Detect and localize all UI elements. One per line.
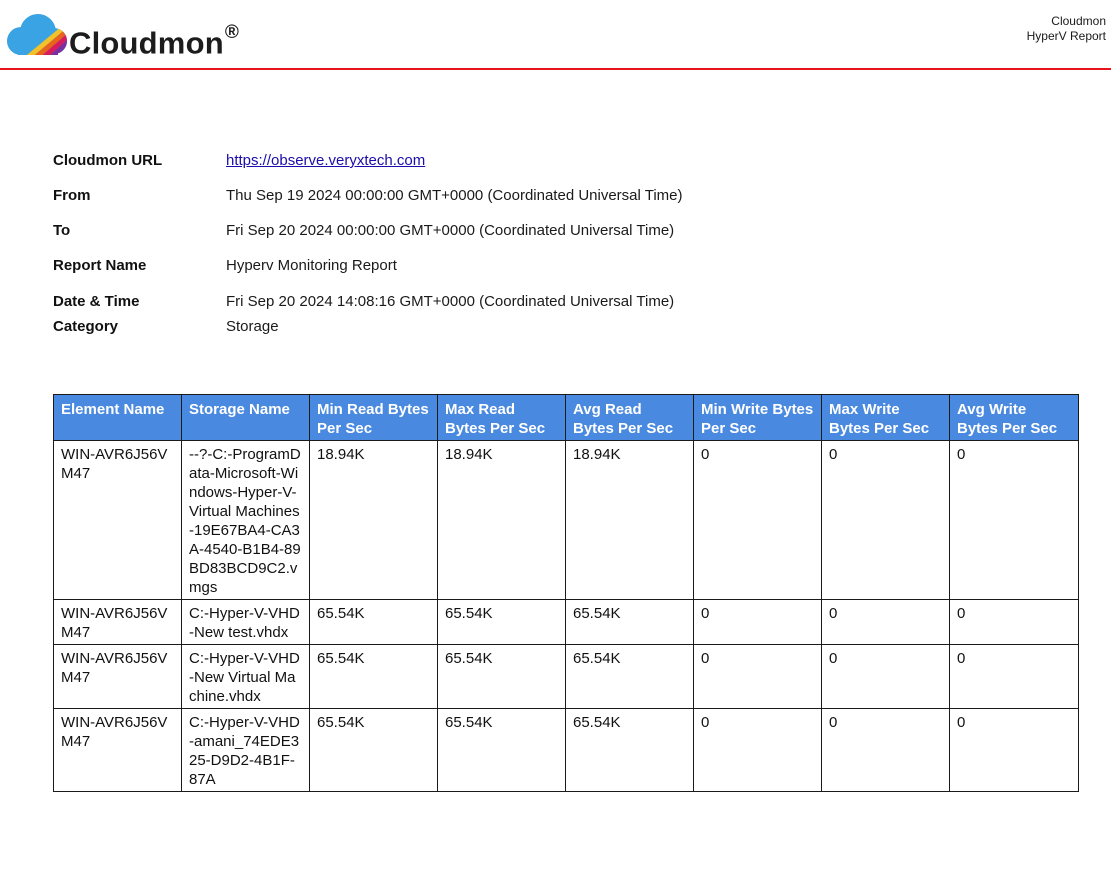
column-header: Min Read Bytes Per Sec <box>310 395 438 441</box>
table-cell: C:-Hyper-V-VHD-amani_74EDE325-D9D2-4B1F-87A <box>182 709 310 792</box>
table-cell: 18.94K <box>438 441 566 600</box>
storage-table-container <box>53 394 1079 792</box>
cloudmon-cloud-logo-icon <box>4 11 68 59</box>
table-cell: 0 <box>694 441 822 600</box>
column-header: Max Write Bytes Per Sec <box>822 395 950 441</box>
table-cell: 0 <box>822 600 950 645</box>
table-cell: C:-Hyper-V-VHD-New Virtual Machine.vhdx <box>182 645 310 709</box>
table-cell: 0 <box>950 600 1079 645</box>
table-cell: C:-Hyper-V-VHD-New test.vhdx <box>182 600 310 645</box>
table-cell: 0 <box>694 645 822 709</box>
table-cell: 65.54K <box>438 645 566 709</box>
table-cell: 0 <box>822 441 950 600</box>
table-cell: 0 <box>822 709 950 792</box>
table-header-row <box>54 395 1079 441</box>
table-cell: 65.54K <box>566 600 694 645</box>
table-cell: 65.54K <box>310 709 438 792</box>
column-header: Avg Read Bytes Per Sec <box>566 395 694 441</box>
table-cell: 0 <box>694 600 822 645</box>
header-divider <box>0 68 1111 70</box>
table-cell: WIN-AVR6J56VM47 <box>54 600 182 645</box>
from-label: From <box>53 187 91 204</box>
brand-name: Cloudmon® <box>69 22 240 61</box>
report-name-value: Hyperv Monitoring Report <box>226 257 397 274</box>
table-cell: --?-C:-ProgramData-Microsoft-Windows-Hyper-V-Virtual Machines-19E67BA4-CA3A-4540-B1B4-89BD83BCD9C2.vmgs <box>182 441 310 600</box>
table-cell: 65.54K <box>566 645 694 709</box>
table-cell: 0 <box>694 709 822 792</box>
table-row <box>54 645 1079 709</box>
column-header: Min Write Bytes Per Sec <box>694 395 822 441</box>
table-cell: 65.54K <box>438 709 566 792</box>
to-value: Fri Sep 20 2024 00:00:00 GMT+0000 (Coordinated Universal Time) <box>226 222 675 239</box>
to-label: To <box>53 222 71 239</box>
table-cell: 0 <box>950 709 1079 792</box>
table-cell: WIN-AVR6J56VM47 <box>54 645 182 709</box>
datetime-value: Fri Sep 20 2024 14:08:16 GMT+0000 (Coordinated Universal Time) <box>226 293 675 310</box>
table-row <box>54 441 1079 600</box>
table-cell: WIN-AVR6J56VM47 <box>54 441 182 600</box>
table-row <box>54 600 1079 645</box>
table-cell: 0 <box>950 441 1079 600</box>
column-header: Element Name <box>54 395 182 441</box>
url-label: Cloudmon URL <box>53 152 163 169</box>
report-header <box>0 0 1111 68</box>
table-cell: 65.54K <box>310 600 438 645</box>
header-report-type: HyperV Report <box>1026 29 1106 43</box>
from-value: Thu Sep 19 2024 00:00:00 GMT+0000 (Coordinated Universal Time) <box>226 187 683 204</box>
table-cell: 18.94K <box>310 441 438 600</box>
table-cell: 0 <box>950 645 1079 709</box>
report-name-label: Report Name <box>53 257 147 274</box>
table-row <box>54 709 1079 792</box>
table-cell: 0 <box>822 645 950 709</box>
table-cell: WIN-AVR6J56VM47 <box>54 709 182 792</box>
category-value: Storage <box>226 318 279 335</box>
column-header: Storage Name <box>182 395 310 441</box>
table-cell: 65.54K <box>566 709 694 792</box>
storage-table <box>53 394 1079 792</box>
header-report-title <box>1027 14 1106 44</box>
table-cell: 65.54K <box>310 645 438 709</box>
table-cell: 18.94K <box>566 441 694 600</box>
column-header: Max Read Bytes Per Sec <box>438 395 566 441</box>
column-header: Avg Write Bytes Per Sec <box>950 395 1079 441</box>
header-company: Cloudmon <box>1051 14 1106 28</box>
cloudmon-url-link[interactable]: https://observe.veryxtech.com <box>226 152 426 169</box>
category-label: Category <box>53 318 119 335</box>
table-cell: 65.54K <box>438 600 566 645</box>
datetime-label: Date & Time <box>53 293 140 310</box>
